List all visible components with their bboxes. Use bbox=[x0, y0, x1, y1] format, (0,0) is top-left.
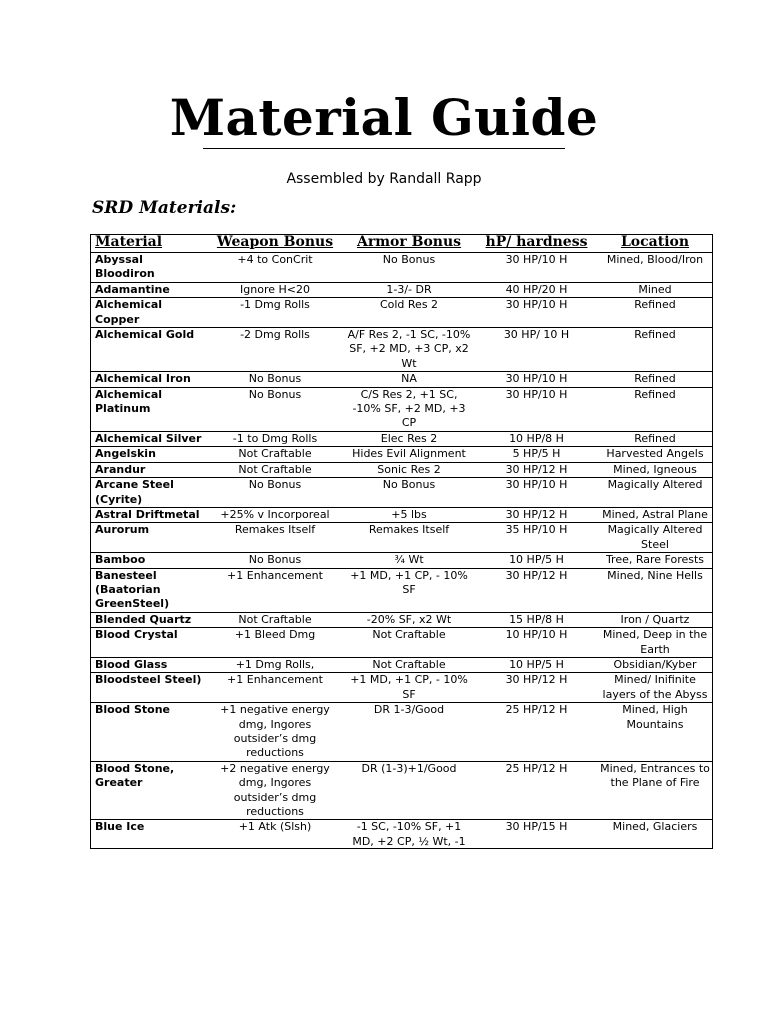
cell-weapon-bonus: +2 negative energy dmg, Ingores outsider’s dmg reductions bbox=[208, 761, 342, 820]
cell-weapon-bonus: No Bonus bbox=[208, 372, 342, 387]
title-underline bbox=[203, 148, 565, 149]
cell-armor-bonus: A/F Res 2, -1 SC, -10% SF, +2 MD, +3 CP, x2 Wt bbox=[342, 328, 476, 372]
cell-hp-hardness: 25 HP/12 H bbox=[476, 703, 597, 762]
cell-location: Magically Altered Steel bbox=[597, 523, 713, 553]
document-title: Material Guide bbox=[169, 88, 599, 147]
table-row bbox=[90, 673, 713, 703]
header-armor-bonus: Armor Bonus bbox=[356, 234, 462, 250]
header-location: Location bbox=[620, 234, 690, 250]
cell-weapon-bonus: -2 Dmg Rolls bbox=[208, 328, 342, 372]
table-row bbox=[90, 628, 713, 658]
cell-material: Blue Ice bbox=[90, 820, 208, 849]
cell-material: Blood Stone, Greater bbox=[90, 761, 208, 820]
cell-armor-bonus: DR 1-3/Good bbox=[342, 703, 476, 762]
cell-material: Bamboo bbox=[90, 553, 208, 568]
table-row bbox=[90, 478, 713, 508]
table-row bbox=[90, 372, 713, 387]
cell-hp-hardness: 10 HP/5 H bbox=[476, 553, 597, 568]
cell-location: Mined, Nine Hells bbox=[597, 568, 713, 612]
cell-armor-bonus: Remakes Itself bbox=[342, 523, 476, 553]
cell-weapon-bonus: -1 Dmg Rolls bbox=[208, 298, 342, 328]
cell-hp-hardness: 30 HP/10 H bbox=[476, 478, 597, 508]
cell-hp-hardness: 40 HP/20 H bbox=[476, 282, 597, 297]
cell-armor-bonus: Not Craftable bbox=[342, 628, 476, 658]
cell-hp-hardness: 30 HP/10 H bbox=[476, 253, 597, 283]
cell-weapon-bonus: +1 Enhancement bbox=[208, 568, 342, 612]
cell-material: Abyssal Bloodiron bbox=[90, 253, 208, 283]
cell-weapon-bonus: Not Craftable bbox=[208, 462, 342, 477]
cell-armor-bonus: No Bonus bbox=[342, 253, 476, 283]
cell-hp-hardness: 30 HP/10 H bbox=[476, 387, 597, 431]
table-header-row bbox=[90, 232, 713, 253]
cell-weapon-bonus: Remakes Itself bbox=[208, 523, 342, 553]
table-row bbox=[90, 703, 713, 762]
table-row bbox=[90, 612, 713, 627]
cell-weapon-bonus: +1 negative energy dmg, Ingores outsider’s dmg reductions bbox=[208, 703, 342, 762]
header-material: Material bbox=[95, 234, 163, 250]
cell-armor-bonus: Elec Res 2 bbox=[342, 431, 476, 446]
cell-location: Mined, Entrances to the Plane of Fire bbox=[597, 761, 713, 820]
cell-hp-hardness: 35 HP/10 H bbox=[476, 523, 597, 553]
cell-location: Refined bbox=[597, 298, 713, 328]
cell-material: Alchemical Platinum bbox=[90, 387, 208, 431]
cell-weapon-bonus: Ignore H<20 bbox=[208, 282, 342, 297]
table-row bbox=[90, 657, 713, 672]
cell-location: Magically Altered bbox=[597, 478, 713, 508]
cell-material: Bloodsteel Steel) bbox=[90, 673, 208, 703]
cell-hp-hardness: 5 HP/5 H bbox=[476, 447, 597, 462]
materials-table bbox=[90, 232, 713, 849]
cell-hp-hardness: 30 HP/12 H bbox=[476, 568, 597, 612]
cell-location: Mined, High Mountains bbox=[597, 703, 713, 762]
cell-location: Mined, Astral Plane bbox=[597, 507, 713, 522]
cell-hp-hardness: 30 HP/12 H bbox=[476, 507, 597, 522]
table-row bbox=[90, 298, 713, 328]
cell-location: Refined bbox=[597, 431, 713, 446]
cell-weapon-bonus: Not Craftable bbox=[208, 612, 342, 627]
cell-armor-bonus: DR (1-3)+1/Good bbox=[342, 761, 476, 820]
cell-armor-bonus: Cold Res 2 bbox=[342, 298, 476, 328]
section-heading: SRD Materials: bbox=[92, 198, 237, 218]
cell-location: Refined bbox=[597, 387, 713, 431]
cell-hp-hardness: 10 HP/5 H bbox=[476, 657, 597, 672]
cell-location: Tree, Rare Forests bbox=[597, 553, 713, 568]
cell-material: Blended Quartz bbox=[90, 612, 208, 627]
table-row bbox=[90, 462, 713, 477]
cell-hp-hardness: 10 HP/8 H bbox=[476, 431, 597, 446]
cell-material: Blood Crystal bbox=[90, 628, 208, 658]
cell-weapon-bonus: No Bonus bbox=[208, 387, 342, 431]
cell-material: Arandur bbox=[90, 462, 208, 477]
cell-material: Astral Driftmetal bbox=[90, 507, 208, 522]
cell-armor-bonus: NA bbox=[342, 372, 476, 387]
cell-hp-hardness: 30 HP/ 10 H bbox=[476, 328, 597, 372]
cell-material: Adamantine bbox=[90, 282, 208, 297]
cell-location: Harvested Angels bbox=[597, 447, 713, 462]
table-row bbox=[90, 328, 713, 372]
cell-material: Alchemical Copper bbox=[90, 298, 208, 328]
cell-material: Banesteel (Baatorian GreenSteel) bbox=[90, 568, 208, 612]
cell-armor-bonus: -1 SC, -10% SF, +1 MD, +2 CP, ½ Wt, -1 bbox=[342, 820, 476, 849]
cell-armor-bonus: +1 MD, +1 CP, - 10% SF bbox=[342, 673, 476, 703]
cell-armor-bonus: ¾ Wt bbox=[342, 553, 476, 568]
table-row bbox=[90, 553, 713, 568]
table-row bbox=[90, 431, 713, 446]
cell-location: Mined bbox=[597, 282, 713, 297]
cell-location: Mined, Igneous bbox=[597, 462, 713, 477]
cell-weapon-bonus: +25% v Incorporeal bbox=[208, 507, 342, 522]
cell-hp-hardness: 25 HP/12 H bbox=[476, 761, 597, 820]
table-row bbox=[90, 523, 713, 553]
table-row bbox=[90, 820, 713, 849]
cell-location: Obsidian/Kyber bbox=[597, 657, 713, 672]
cell-hp-hardness: 30 HP/12 H bbox=[476, 673, 597, 703]
cell-location: Refined bbox=[597, 372, 713, 387]
cell-weapon-bonus: No Bonus bbox=[208, 478, 342, 508]
table-row bbox=[90, 568, 713, 612]
table-row bbox=[90, 507, 713, 522]
cell-weapon-bonus: +1 Enhancement bbox=[208, 673, 342, 703]
table-row bbox=[90, 253, 713, 283]
cell-weapon-bonus: -1 to Dmg Rolls bbox=[208, 431, 342, 446]
table-row bbox=[90, 447, 713, 462]
cell-material: Aurorum bbox=[90, 523, 208, 553]
cell-hp-hardness: 10 HP/10 H bbox=[476, 628, 597, 658]
table-row bbox=[90, 282, 713, 297]
cell-armor-bonus: Sonic Res 2 bbox=[342, 462, 476, 477]
cell-location: Mined, Deep in the Earth bbox=[597, 628, 713, 658]
cell-hp-hardness: 30 HP/12 H bbox=[476, 462, 597, 477]
cell-material: Alchemical Iron bbox=[90, 372, 208, 387]
cell-armor-bonus: Hides Evil Alignment bbox=[342, 447, 476, 462]
table-row bbox=[90, 761, 713, 820]
cell-location: Mined/ Inifinite layers of the Abyss bbox=[597, 673, 713, 703]
cell-hp-hardness: 15 HP/8 H bbox=[476, 612, 597, 627]
cell-location: Iron / Quartz bbox=[597, 612, 713, 627]
cell-armor-bonus: 1-3/- DR bbox=[342, 282, 476, 297]
cell-location: Refined bbox=[597, 328, 713, 372]
header-weapon-bonus: Weapon Bonus bbox=[216, 234, 334, 250]
cell-material: Arcane Steel (Cyrite) bbox=[90, 478, 208, 508]
cell-weapon-bonus: +1 Dmg Rolls, bbox=[208, 657, 342, 672]
cell-armor-bonus: Not Craftable bbox=[342, 657, 476, 672]
cell-location: Mined, Blood/Iron bbox=[597, 253, 713, 283]
cell-armor-bonus: +5 lbs bbox=[342, 507, 476, 522]
cell-armor-bonus: C/S Res 2, +1 SC, -10% SF, +2 MD, +3 CP bbox=[342, 387, 476, 431]
cell-material: Angelskin bbox=[90, 447, 208, 462]
cell-weapon-bonus: +4 to ConCrit bbox=[208, 253, 342, 283]
cell-hp-hardness: 30 HP/10 H bbox=[476, 372, 597, 387]
cell-hp-hardness: 30 HP/15 H bbox=[476, 820, 597, 849]
cell-armor-bonus: +1 MD, +1 CP, - 10% SF bbox=[342, 568, 476, 612]
cell-weapon-bonus: No Bonus bbox=[208, 553, 342, 568]
cell-armor-bonus: No Bonus bbox=[342, 478, 476, 508]
cell-material: Blood Glass bbox=[90, 657, 208, 672]
cell-weapon-bonus: +1 Atk (Slsh) bbox=[208, 820, 342, 849]
table-row bbox=[90, 387, 713, 431]
cell-location: Mined, Glaciers bbox=[597, 820, 713, 849]
cell-material: Blood Stone bbox=[90, 703, 208, 762]
cell-weapon-bonus: +1 Bleed Dmg bbox=[208, 628, 342, 658]
cell-material: Alchemical Gold bbox=[90, 328, 208, 372]
cell-weapon-bonus: Not Craftable bbox=[208, 447, 342, 462]
cell-armor-bonus: -20% SF, x2 Wt bbox=[342, 612, 476, 627]
document-subtitle: Assembled by Randall Rapp bbox=[286, 171, 482, 187]
cell-material: Alchemical Silver bbox=[90, 431, 208, 446]
header-hp-hardness: hP/ hardness bbox=[485, 234, 588, 250]
cell-hp-hardness: 30 HP/10 H bbox=[476, 298, 597, 328]
